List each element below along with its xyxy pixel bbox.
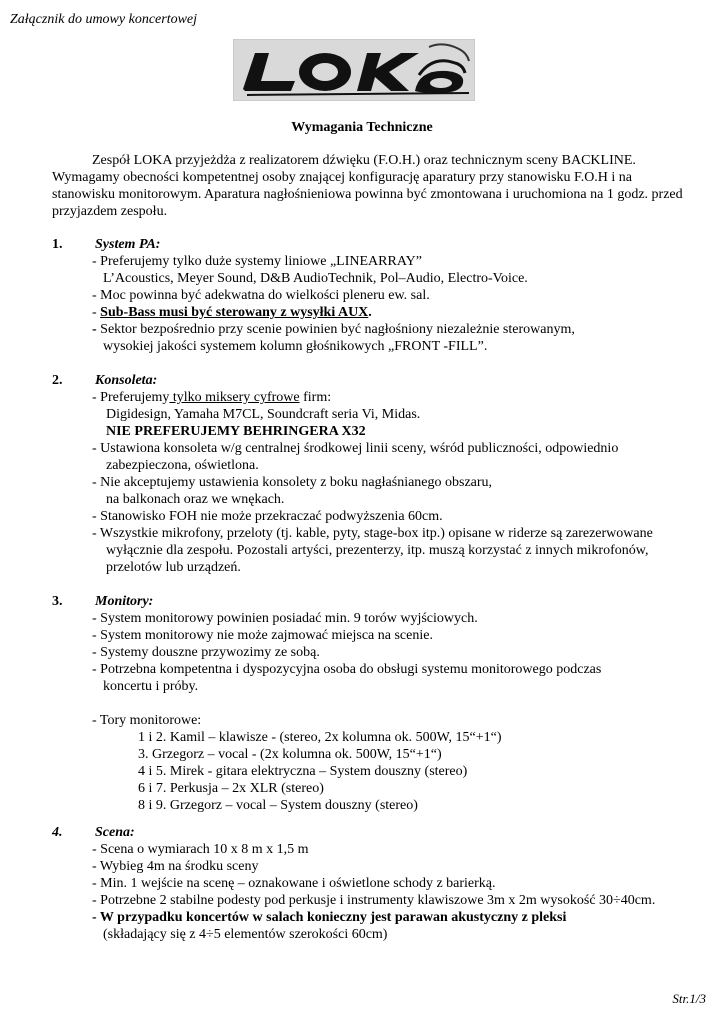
acoustic-screen-emphasis: W przypadku koncertów w salach konieczny jest parawan akustyczny z pleksi xyxy=(99,910,567,925)
s2-line: zabezpieczona, oświetlona. xyxy=(106,458,259,473)
s4-line: - Wybieg 4m na środku sceny xyxy=(92,859,259,874)
attachment-note: Załącznik do umowy koncertowej xyxy=(10,12,198,27)
s3-line: - Systemy douszne przywozimy ze sobą. xyxy=(92,645,320,660)
s2-line: na balkonach oraz we wnękach. xyxy=(106,492,285,507)
s3-line: - Potrzebna kompetentna i dyspozycyjna osoba do obsługi systemu monitorowego podczas xyxy=(92,662,602,677)
digital-mixers-emphasis: tylko miksery cyfrowe xyxy=(169,390,300,405)
s1-line: - Moc powinna być adekwatna do wielkości pleneru ew. sal. xyxy=(92,288,430,303)
section-3-number: 3. xyxy=(52,594,63,609)
s4-line: - Scena o wymiarach 10 x 8 m x 1,5 m xyxy=(92,842,309,857)
s1-line: - Preferujemy tylko duże systemy liniowe „LINEARRAY” xyxy=(92,254,422,269)
s1-line: wysokiej jakości systemem kolumn głośnikowych „FRONT -FILL”. xyxy=(103,339,488,354)
s3-line: - System monitorowy powinien posiadać min. 9 torów wyjściowych. xyxy=(92,611,478,626)
s4-line: (składający się z 4÷5 elementów szerokości 60cm) xyxy=(103,927,388,942)
monitor-output-item: 6 i 7. Perkusja – 2x XLR (stereo) xyxy=(138,781,324,796)
s2-line: - Stanowisko FOH nie może przekraczać podwyższenia 60cm. xyxy=(92,509,443,524)
s2-line: wyłącznie dla zespołu. Pozostali artyści, prezenterzy, itp. muszą korzystać z innych mikrofonów, xyxy=(106,543,649,558)
loka-logo-image xyxy=(233,39,475,101)
s1-subbass-line: - Sub-Bass musi być sterowany z wysyłki AUX. xyxy=(92,305,372,320)
s2-line: - Preferujemy tylko miksery cyfrowe firm: xyxy=(92,390,332,405)
s3-line: - System monitorowy nie może zajmować miejsca na scenie. xyxy=(92,628,433,643)
monitor-output-item: 8 i 9. Grzegorz – vocal – System douszny (stereo) xyxy=(138,798,418,813)
s2-line: przelotów lub urządzeń. xyxy=(106,560,241,575)
monitor-outputs-label: - Tory monitorowe: xyxy=(92,713,202,728)
monitor-output-item: 1 i 2. Kamil – klawisze - (stereo, 2x kolumna ok. 500W, 15“+1“) xyxy=(138,730,502,745)
section-1-number: 1. xyxy=(52,237,63,252)
intro-paragraph xyxy=(52,152,692,220)
s2-line: - Ustawiona konsoleta w/g centralnej środkowej linii sceny, wśród publiczności, odpowiednio xyxy=(92,441,619,456)
monitor-output-item: 3. Grzegorz – vocal - (2x kolumna ok. 500W, 15“+1“) xyxy=(138,747,442,762)
s2-line: - Nie akceptujemy ustawienia konsolety z boku nagłaśnianego obszaru, xyxy=(92,475,493,490)
section-2-number: 2. xyxy=(52,373,63,388)
s3-line: koncertu i próby. xyxy=(103,679,199,694)
section-3-title: Monitory: xyxy=(95,594,154,609)
s1-line: L’Acoustics, Meyer Sound, D&B AudioTechnik, Pol–Audio, Electro-Voice. xyxy=(103,271,528,286)
subbass-emphasis: Sub-Bass musi być sterowany z wysyłki AUX xyxy=(100,305,369,320)
section-4-title: Scena: xyxy=(95,825,135,840)
monitor-output-item: 4 i 5. Mirek - gitara elektryczna – System douszny (stereo) xyxy=(138,764,468,779)
page-number: Str.1/3 xyxy=(672,991,706,1006)
s4-acoustic-screen-line: - W przypadku koncertów w salach konieczny jest parawan akustyczny z pleksi xyxy=(92,910,567,925)
s2-line: Digidesign, Yamaha M7CL, Soundcraft seria Vi, Midas. xyxy=(106,407,421,422)
section-1-title: System PA: xyxy=(95,237,161,252)
s4-line: - Potrzebne 2 stabilne podesty pod perkusje i instrumenty klawiszowe 3m x 2m wysokość 30÷40cm. xyxy=(92,893,656,908)
section-4-number: 4. xyxy=(52,825,63,840)
s2-line: - Wszystkie mikrofony, przeloty (tj. kable, pyty, stage-box itp.) opisane w riderze są zarezerwowane xyxy=(92,526,653,541)
s2-behringer-note: NIE PREFERUJEMY BEHRINGERA X32 xyxy=(106,424,366,439)
s4-line: - Min. 1 wejście na scenę – oznakowane i oświetlone schody z barierką. xyxy=(92,876,496,891)
loka-logo xyxy=(233,39,475,101)
s1-line: - Sektor bezpośrednio przy scenie powinien być nagłośniony niezależnie sterowanym, xyxy=(92,322,575,337)
page-title: Wymagania Techniczne xyxy=(291,120,433,135)
section-2-title: Konsoleta: xyxy=(95,373,158,388)
intro-text: Zespół LOKA przyjeżdża z realizatorem dźwięku (F.O.H.) oraz technicznym sceny BACKLINE. Wymagamy obecności kompetentnej osoby znającej konfigurację aparatury przy stanowisku F.O.H i na stanowisku monitorowym. Aparatura nagłośnieniowa powinna być zmontowana i uruchomiona na 1 godz. przed przyjazdem zespołu. xyxy=(52,153,683,219)
